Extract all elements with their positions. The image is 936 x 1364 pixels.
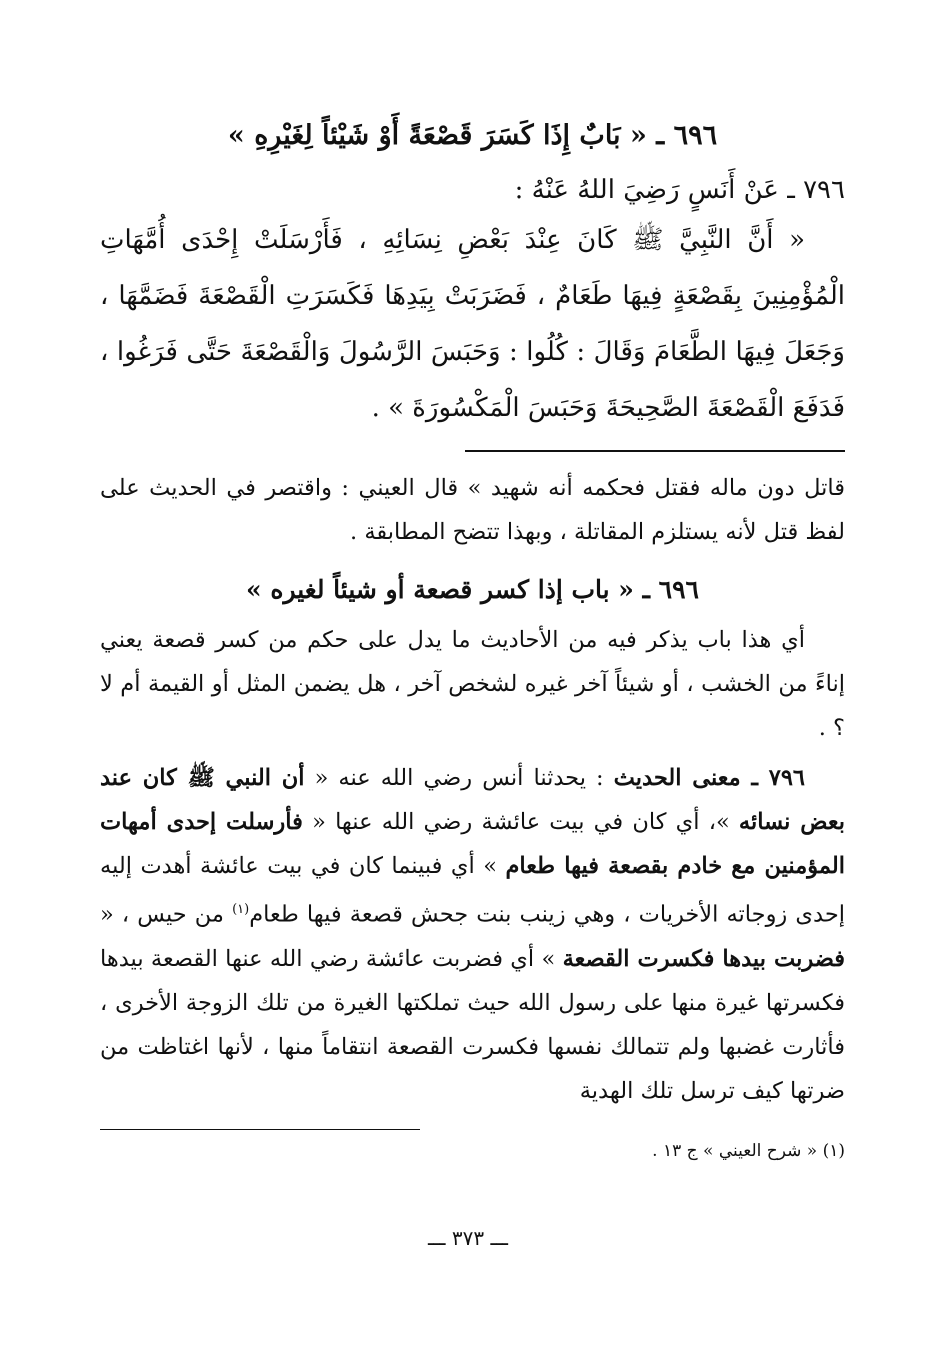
page-number: ـــ ٣٧٣ ـــ xyxy=(427,1226,509,1250)
commentary-continuation: قاتل دون ماله فقتل فحكمه أنه شهيد » قال العيني : واقتصر في الحديث على لفظ قتل لأنه يستلزم المقاتلة ، وبهذا تتضح المطابقة . xyxy=(100,475,845,545)
hadith-narrator-line: ٧٩٦ ـ عَنْ أَنَسٍ رَضِيَ اللهُ عَنْهُ : xyxy=(514,175,845,205)
meaning-text-1: : يحدثنا أنس رضي الله عنه « xyxy=(304,765,614,791)
commentary-heading: ٦٩٦ ـ « باب إذا كسر قصعة أو شيئاً لغيره » xyxy=(246,575,699,604)
meaning-text-5: » أي فضربت عائشة رضي الله عنها القصعة بيدها فكسرتها غيرة منها على رسول الله حيث تملكتها الغيرة من تلك الزوجة الأخرى ، فأثارت غضبها ولم تتمالك نفسها فكسرت القصعة انتقاماً منها ، لأنها اغتاظت من ضرتها كيف ترسل تلك الهدية xyxy=(100,945,845,1104)
hadith-text: « أَنَّ النَّبِيَّ ﷺ كَانَ عِنْدَ بَعْضِ نِسَائِهِ ، فَأَرْسَلَتْ إِحْدَى أُمَّهَاتِ الْمُؤْمِنِينَ بِقَصْعَةٍ فِيهَا طَعَامٌ ، فَضَرَبَتْ بِيَدِهَا فَكَسَرَتِ الْقَصْعَةَ فَضَمَّهَا ، وَجَعَلَ فِيهَا الطَّعَامَ وَقَالَ : كُلُوا : وَحَبَسَ الرَّسُولَ وَالْقَصْعَةَ حَتَّى فَرَغُوا ، فَدَفَعَ الْقَصْعَةَ الصَّحِيحَةَ وَحَبَسَ الْمَكْسُورَةَ » . xyxy=(100,225,845,423)
meaning-text-4: من حيس ، « xyxy=(100,901,233,928)
commentary-intro: أي هذا باب يذكر فيه من الأحاديث ما يدل على حكم من كسر قصعة يعني إناءً من الخشب ، أو شيئاً آخر غيره لشخص آخر ، هل يضمن المثل أو القيمة أم لا ؟ . xyxy=(100,627,845,741)
footnote-divider xyxy=(100,1129,420,1130)
meaning-quote-3: فضربت بيدها فكسرت القصعة xyxy=(562,945,846,972)
footnote-reference: (١) xyxy=(232,902,250,917)
footnote: (١) « شرح العيني » ج ١٣ . xyxy=(652,1140,845,1161)
hadith-meaning-paragraph xyxy=(100,756,845,1113)
chapter-heading: ٦٩٦ ـ « بَابٌ إِذَا كَسَرَ قَصْعَةً أَوْ شَيْئاً لِغَيْرِهِ » xyxy=(227,120,718,151)
meaning-label: ٧٩٦ ـ معنى الحديث xyxy=(613,765,806,791)
meaning-text-2: »، أي كان في بيت عائشة رضي الله عنها « xyxy=(302,809,739,835)
meaning-text-3: » أي فبينما كان في بيت عائشة أهدت إليه إحدى زوجاته الأخريات ، وهي زينب بنت جحش قصعة فيها طعام xyxy=(100,853,845,928)
meaning-quote-1: أن النبي ﷺ كان عند بعض نسائه xyxy=(100,765,845,835)
section-divider xyxy=(465,450,845,452)
page-content xyxy=(100,110,845,1164)
meaning-quote-2: فأرسلت إحدى أمهات المؤمنين مع خادم بقصعة فيها طعام xyxy=(100,809,845,879)
